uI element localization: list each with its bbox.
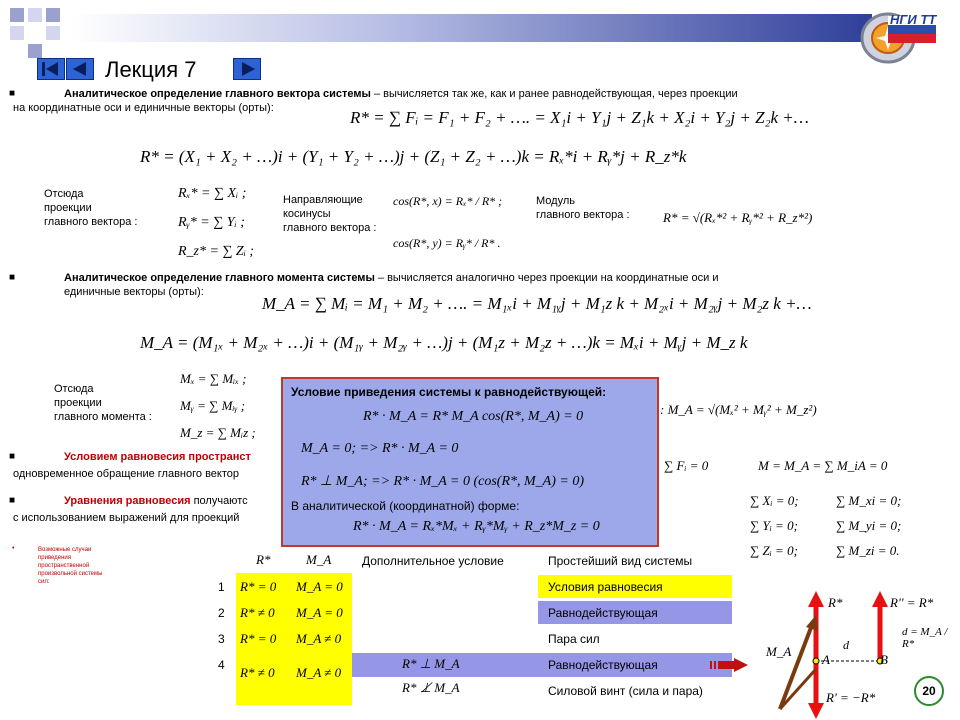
bullet-icon: ■	[9, 451, 16, 462]
section1-proj-z: R_z* = ∑ Zᵢ ;	[178, 244, 255, 259]
table-row-kind: Равнодействующая	[548, 606, 658, 620]
diagram-label-b: B	[880, 652, 888, 667]
section2-heading-rest: – вычисляется аналогично через проекции на координатные оси и	[374, 272, 719, 284]
section1-proj-label: Отсюда проекции главного вектора :	[44, 188, 138, 228]
table-row-number: 4	[218, 658, 225, 672]
section1-line2: на координатные оси и единичные векторы (орты):	[13, 102, 274, 114]
rewind-icon	[42, 62, 45, 76]
bullet-icon: ■	[9, 272, 16, 283]
section1-heading-rest: – вычисляется так же, как и ранее равнодействующая, через проекции	[370, 88, 738, 100]
diagram-label-ma: M_A	[766, 644, 792, 659]
section3-eq-right2: M = M_A = ∑ M_iA = 0	[758, 458, 888, 473]
section2-heading	[64, 271, 894, 285]
section2-eq2: M_A = (M₁ₓ + M₂ₓ + …)i + (M₁ᵧ + M₂ᵧ + …)j + (M₁z + M₂z + …)k = Mₓi + Mᵧj + M_z k	[140, 333, 748, 352]
section2-proj-label: Отсюда проекции главного момента :	[54, 383, 152, 423]
section2-eq1: M_A = ∑ Mᵢ = M₁ + M₂ + …. = M₁ₓi + M₁ᵧj + M₁z k + M₂ₓi + M₂ᵧj + M₂z k +…	[262, 294, 812, 313]
equilibrium-eq-x: ∑ Xᵢ = 0;	[750, 493, 799, 508]
table-header-kind: Простейший вид системы	[548, 554, 693, 568]
nav-next-button[interactable]	[233, 58, 261, 80]
section2-line2: единичные векторы (орты):	[64, 286, 204, 298]
section1-cos-label: Направляющие косинусы главного вектора :	[283, 194, 377, 234]
bullet-icon: •	[12, 545, 15, 552]
section3-eq-right1: ∑ Fᵢ = 0	[664, 458, 709, 473]
section1-heading-bold: Аналитическое определение главного вектора системы	[64, 88, 371, 100]
overlay-eq3: R* ⊥ M_A; => R* · M_A = 0 (cos(R*, M_A) = 0)	[301, 474, 585, 489]
table-row-m: M_A ≠ 0	[296, 665, 342, 680]
equilibrium-eq-y: ∑ Yᵢ = 0;	[750, 518, 798, 533]
university-logo	[858, 8, 938, 64]
section4-heading	[64, 494, 248, 508]
section1-mod-label: Модуль главного вектора :	[536, 195, 630, 221]
table-row-r: R* = 0	[240, 631, 277, 646]
section2-heading-bold: Аналитическое определение главного момента системы	[64, 272, 375, 284]
table-row-kind: Равнодействующая	[548, 658, 658, 672]
table-row-m: M_A = 0	[296, 605, 343, 620]
equilibrium-eq-mx: ∑ M_xi = 0;	[836, 493, 902, 508]
overlay-title: Условие приведения системы к равнодействующей:	[291, 385, 607, 399]
section1-cos-y: cos(R*, y) = Rᵧ* / R* .	[393, 236, 501, 250]
section2-proj-z: M_z = ∑ Mᵢz ;	[180, 425, 256, 440]
page-number-badge	[914, 676, 944, 706]
nav-prev-button[interactable]	[66, 58, 94, 80]
page-number: 20	[922, 684, 936, 698]
section1-cos-x: cos(R*, x) = Rₓ* / R* ;	[393, 194, 503, 208]
table-row-r: R* = 0	[240, 579, 277, 594]
section3-line2: одновременное обращение главного вектор	[13, 468, 239, 480]
section4-heading-rest: получаютс	[190, 495, 248, 507]
overlay-line4: В аналитической (координатной) форме:	[291, 499, 520, 513]
logo-text: НГИ ТТ	[890, 12, 937, 27]
overlay-eq1: R* · M_A = R* M_A cos(R*, M_A) = 0	[363, 409, 584, 424]
nav-first-button[interactable]	[37, 58, 65, 80]
section1-mod-eq: R* = √(Rₓ*² + Rᵧ*² + R_z*²)	[663, 210, 813, 225]
diagram-label-d: d	[843, 638, 849, 652]
bullet-icon: ■	[9, 495, 16, 506]
header-gradient-bar	[72, 14, 872, 42]
equilibrium-eq-mz: ∑ M_zi = 0.	[836, 543, 900, 558]
overlay-eq4: R* · M_A = Rₓ*Mₓ + Rᵧ*Mᵧ + R_z*M_z = 0	[353, 519, 600, 534]
diagram-formula-d: d = M_A / R*	[902, 626, 948, 650]
section4-heading-red: Уравнения равновесия	[64, 495, 191, 507]
table-header-condition: Дополнительное условие	[362, 554, 504, 568]
table-row-m: M_A ≠ 0	[296, 631, 342, 646]
table-row-number: 2	[218, 606, 225, 620]
table-row-r: R* ≠ 0	[240, 605, 275, 620]
table-header-r: R*	[256, 552, 271, 567]
resultant-condition-box	[281, 377, 659, 547]
section1-heading	[64, 87, 894, 101]
table-row-kind: Условия равновесия	[548, 580, 663, 594]
table-row-kind: Силовой винт (сила и пара)	[548, 684, 703, 698]
table-row-kind: Пара сил	[548, 632, 600, 646]
side-note: Возможные случаи приведения пространственной произвольной системы сил:	[38, 547, 103, 585]
overlay-eq2: M_A = 0; => R* · M_A = 0	[301, 441, 459, 456]
section3-heading: Условием равновесия пространст	[64, 451, 251, 463]
bullet-icon: ■	[9, 88, 16, 99]
table-row-condition: R* ⊥̸ M_A	[402, 680, 460, 695]
diagram-label-r: R*	[828, 595, 843, 610]
decor-square	[28, 8, 42, 22]
diagram-label-r3: R' = −R*	[826, 690, 876, 705]
table-row-condition: R* ⊥ M_A	[402, 656, 460, 671]
page-title: Лекция 7	[105, 57, 197, 82]
section1-proj-x: Rₓ* = ∑ Xᵢ ;	[178, 186, 247, 201]
equilibrium-eq-z: ∑ Zᵢ = 0;	[750, 543, 798, 558]
section4-line2: с использованием выражений для проекций	[13, 512, 240, 524]
rewind-arrow-icon	[46, 62, 58, 76]
section2-proj-y: Mᵧ = ∑ Mᵢᵧ ;	[180, 398, 246, 413]
decor-square	[46, 8, 60, 22]
section1-eq2: R* = (X₁ + X₂ + …)i + (Y₁ + Y₂ + …)j + (Z₁ + Z₂ + …)k = Rₓ*i + Rᵧ*j + R_z*k	[140, 147, 687, 166]
decor-square	[10, 8, 24, 22]
diagram-label-r2: R'' = R*	[890, 595, 934, 610]
section1-eq1: R* = ∑ Fᵢ = F₁ + F₂ + …. = X₁i + Y₁j + Z₁k + X₂i + Y₂j + Z₂k +…	[350, 108, 809, 127]
table-row-number: 3	[218, 632, 225, 646]
decor-square	[10, 26, 24, 40]
table-header-m: M_A	[306, 552, 332, 567]
decor-square	[28, 44, 42, 58]
right-arrow-icon	[242, 62, 255, 76]
equilibrium-eq-my: ∑ M_yi = 0;	[836, 518, 902, 533]
section2-proj-x: Mₓ = ∑ Mᵢₓ ;	[180, 371, 247, 386]
section1-proj-y: Rᵧ* = ∑ Yᵢ ;	[178, 215, 245, 230]
section2-mod-eq: : M_A = √(Mₓ² + Mᵧ² + M_z²)	[660, 402, 817, 417]
left-arrow-icon	[73, 62, 86, 76]
table-row-number: 1	[218, 580, 225, 594]
table-row-m: M_A = 0	[296, 579, 343, 594]
diagram-label-a: A	[822, 652, 830, 667]
decor-square	[46, 26, 60, 40]
table-row-r: R* ≠ 0	[240, 665, 275, 680]
